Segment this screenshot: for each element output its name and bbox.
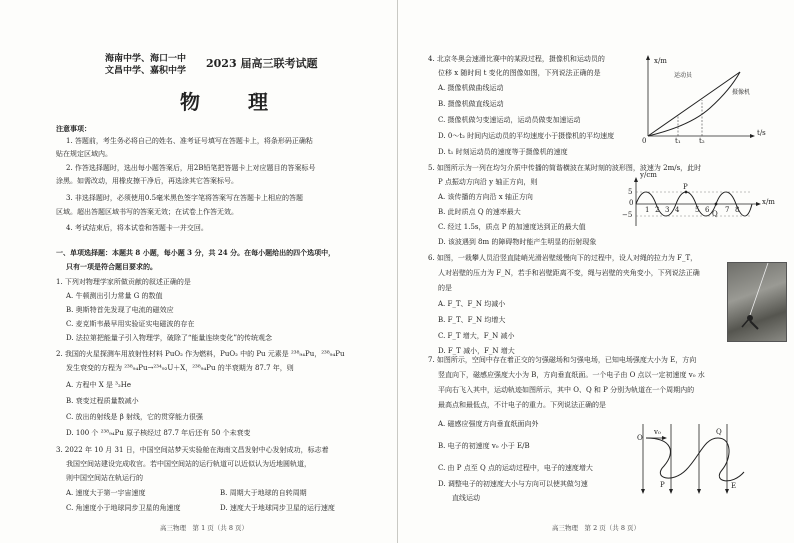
q4-graph-origin: 0 <box>642 137 647 145</box>
q7-stem-cont: 平向右飞入其中，运动轨迹如图所示，其中 O、Q 和 P 分别为轨道在一个周期内的 <box>438 386 695 394</box>
q7-stem-cont: 最高点和最低点，不计电子的重力。下列说法正确的是 <box>438 401 606 409</box>
q5-graph-tick: 4 <box>675 206 680 214</box>
q7-option-cont: 直线运动 <box>452 494 480 502</box>
q5-graph-ymax: 5 <box>628 188 633 196</box>
q7-stem: 7. 如图所示，空间中存在着正交的匀强磁场和匀强电场，已知电场强度大小为 E，方向 <box>428 356 697 364</box>
q5-graph-tick: 1 <box>645 206 650 214</box>
q6-climber-photo <box>727 262 787 342</box>
q1-option: B. 奥斯特首先发现了电流的磁效应 <box>66 306 174 314</box>
q3-stem-cont: 我国空间站建设完成收官。若中国空间站的运行轨道可以近似认为近地圆轨道， <box>66 460 311 468</box>
q5-option: C. 经过 1.5s，质点 P 的加速度达到正的最大值 <box>438 223 586 231</box>
q1-option: D. 法拉第把能量子引入物理学，破除了“能量连续变化”的传统观念 <box>66 334 272 342</box>
note-line: 3. 非选择题时，必须使用0.5毫米黑色签字笔将答案写在答题卡上相应的答题 <box>66 194 304 202</box>
note-line: 区域。超出答题区域书写的答案无效；在试卷上作答无效。 <box>56 208 238 216</box>
q2-option: D. 100 个 ²³⁸₉₄Pu 原子核经过 87.7 年后还有 50 个未衰变 <box>66 429 251 437</box>
q4-graph-ylabel: x/m <box>654 57 667 65</box>
q5-graph-tick: 6 <box>705 206 710 214</box>
q7-option: D. 调整电子的初速度大小与方向可以使其做匀速 <box>438 480 588 488</box>
q7-label-v0: v₀ <box>654 428 661 436</box>
q5-graph-xlabel: x/m <box>762 198 775 206</box>
q3-option: B. 周期大于地球的自转周期 <box>220 489 307 497</box>
q5-option: A. 该传播的方向沿 x 轴正方向 <box>438 193 533 201</box>
q7-label-q: Q <box>716 428 722 436</box>
q4-graph-camera-label: 摄像机 <box>732 89 751 96</box>
q4-option: C. 摄像机做匀变速运动，运动员做变加速运动 <box>438 116 581 124</box>
q5-graph-tick: 8 <box>735 206 740 214</box>
page-footer: 高三物理 第 1 页（共 8 页） <box>160 524 249 532</box>
q3-stem-cont: 则中国空间站在轨运行的 <box>66 474 143 482</box>
note-line: 2. 作答选择题时，选出每小题答案后，用2B铅笔把答题卡上对应题目的答案标号 <box>66 164 316 172</box>
section-title: 一、单项选择题：本题共 8 小题，每小题 3 分，共 24 分。在每小题给出的四个选项中， <box>56 248 336 257</box>
exam-title: 2023 届高三联考试题 <box>206 57 318 70</box>
school-names-line1: 海南中学、海口一中 <box>105 54 187 64</box>
q3-stem: 3. 2022 年 10 月 31 日，中国空间站梦天实验舱在海南文昌发射中心发射成功，标志着 <box>56 446 329 454</box>
q2-stem: 2. 我国的火星探测车用放射性材料 PuO₂ 作为燃料，PuO₂ 中的 Pu 元素是 ²³⁸₉₄Pu，²³⁸₉₄Pu <box>56 350 345 358</box>
section-title-cont: 只有一项是符合题目要求的。 <box>66 262 157 271</box>
q4-graph-t1: t₁ <box>675 137 681 145</box>
q6-stem-cont: 人对岩壁的压力为 F_N，若手和岩壁距离不变，绳与岩壁的夹角变小，下列说法正确 <box>438 269 700 277</box>
q4-option: D. 0～t₂ 时间内运动员的平均速度小于摄像机的平均速度 <box>438 132 615 140</box>
q5-option: D. 该波遇到 8m 的障碍物时能产生明显的衍射现象 <box>438 238 597 246</box>
q3-option: C. 角速度小于地球同步卫星的角速度 <box>66 504 181 512</box>
note-line: 涂黑。如需改动，用橡皮擦干净后，再选涂其它答案标号。 <box>56 177 238 185</box>
q4-graph-t2: t₂ <box>699 137 705 145</box>
q1-option: A. 牛顿测出引力常量 G 的数值 <box>66 292 163 300</box>
q5-graph-tick: 5 <box>695 206 700 214</box>
q4-graph-xlabel: t/s <box>757 129 766 137</box>
q6-stem-cont: 的是 <box>438 284 452 292</box>
q2-option: B. 衰变过程质量数减小 <box>66 397 139 405</box>
q5-graph-q-label: Q <box>712 210 718 218</box>
q4-option: B. 摄像机做直线运动 <box>438 100 504 108</box>
q6-stem: 6. 如图，一栽攀人员沿竖直陡峭光滑岩壁缓慢向下的过程中，设人对绳的拉力为 F_T， <box>428 254 698 262</box>
q6-option: D. F_T 减小，F_N 增大 <box>438 347 515 355</box>
q7-option: A. 磁感应强度方向垂直纸面向外 <box>438 420 539 428</box>
q2-option: C. 放出的射线是 β 射线，它的贯穿能力很强 <box>66 413 204 421</box>
q5-graph-ylabel: y/cm <box>640 171 657 179</box>
q6-option: B. F_T、F_N 均增大 <box>438 316 506 324</box>
q7-option: B. 电子的初速度 v₀ 小于 E/B <box>438 442 530 450</box>
q5-graph-ymin: −5 <box>622 211 633 219</box>
q5-stem-cont: P 点振动方向沿 y 轴正方向，则 <box>438 178 538 186</box>
q7-option: C. 由 P 点至 Q 点的运动过程中，电子的速度增大 <box>438 464 593 472</box>
q4-graph-athlete-label: 运动员 <box>674 72 693 79</box>
q2-option: A. 方程中 X 是 ³₂He <box>66 381 132 389</box>
notes-title: 注意事项： <box>56 124 91 133</box>
subject-title: 物 理 <box>180 90 282 114</box>
q6-option: C. F_T 增大，F_N 减小 <box>438 332 515 340</box>
q7-stem-cont: 竖直向下，磁感应强度大小为 B，方向垂直纸面。一个电子由 O 点以一定初速度 v₀ 水 <box>438 371 705 379</box>
q4-option: A. 摄像机做曲线运动 <box>438 84 504 92</box>
q4-option: D. t₁ 时刻运动员的速度等于摄像机的速度 <box>438 148 568 156</box>
q5-stem: 5. 如图所示为一列在均匀介质中传播的简谐横波在某时刻的波形图，波速为 2m/s，此时 <box>428 164 702 172</box>
page-footer: 高三物理 第 2 页（共 8 页） <box>552 524 641 532</box>
note-line: 4. 考试结束后，将本试卷和答题卡一并交回。 <box>66 224 208 232</box>
q5-graph-p-label: P <box>683 183 688 191</box>
school-names-line2: 文昌中学、嘉积中学 <box>105 66 187 76</box>
q7-trajectory-figure <box>0 0 1 1</box>
q1-option: C. 麦克斯韦最早用实验证实电磁波的存在 <box>66 320 195 328</box>
q7-label-p: P <box>660 481 665 489</box>
q5-graph-origin: 0 <box>629 199 634 207</box>
q4-stem-cont: 位移 x 随时间 t 变化的图像如图，下列说法正确的是 <box>438 69 601 77</box>
q5-graph-tick: 2 <box>655 206 660 214</box>
q6-option: A. F_T、F_N 均减小 <box>438 300 506 308</box>
q5-graph-tick: 7 <box>725 206 730 214</box>
note-line: 1. 答题前，考生务必将自己的姓名、准考证号填写在答题卡上，将条形码正确粘 <box>66 137 313 145</box>
q3-option: A. 速度大于第一宇宙速度 <box>66 489 146 497</box>
note-line: 贴在规定区域内。 <box>56 150 112 158</box>
q3-option: D. 速度大于地球同步卫星的运行速度 <box>220 504 335 512</box>
q7-label-e: E <box>731 482 737 490</box>
q5-option: B. 此时质点 Q 的速率最大 <box>438 208 521 216</box>
q5-graph-tick: 3 <box>665 206 670 214</box>
q4-stem: 4. 北京冬奥会速滑比赛中的某段过程，摄像机和运动员的 <box>428 55 605 63</box>
q1-stem: 1. 下列对物理学家所做贡献的叙述正确的是 <box>56 278 191 286</box>
q7-label-o: O <box>637 434 643 442</box>
q2-stem-cont: 发生衰变的方程为 ²³⁸₉₄Pu→²³⁴₉₂U＋X，²³⁸₉₄Pu 的半衰期为 87.7 年，则 <box>66 364 294 372</box>
